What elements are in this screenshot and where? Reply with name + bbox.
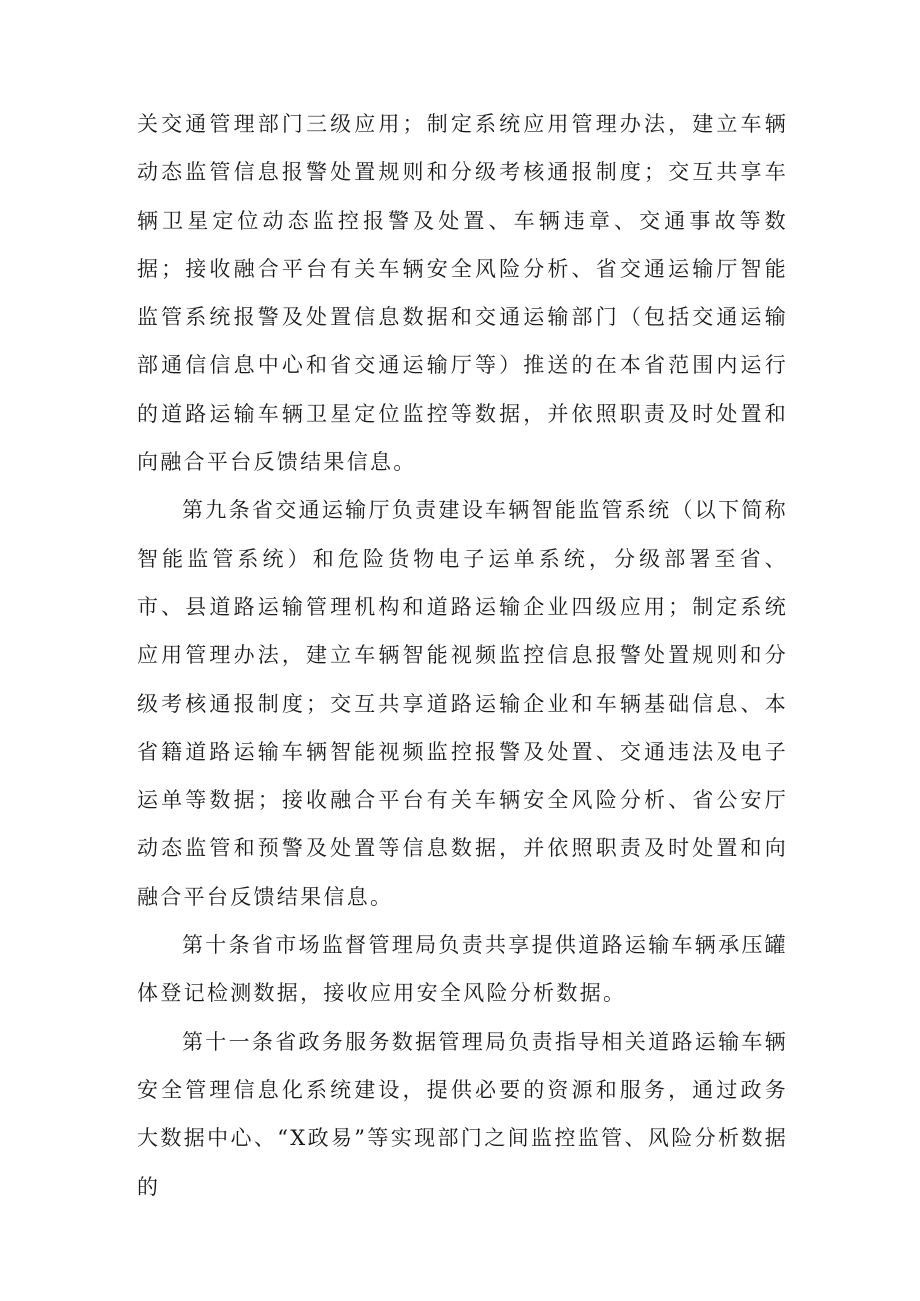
document-page	[137, 100, 788, 1211]
paragraph-article-11: 第十一条省政务服务数据管理局负责指导相关道路运输车辆安全管理信息化系统建设，提供必要的资源和服务，通过政务大数据中心、“X政易”等实现部门之间监控监管、风险分析数据的	[137, 1029, 788, 1199]
paragraph-article-9: 第九条省交通运输厅负责建设车辆智能监管系统（以下简称智能监管系统）和危险货物电子运单系统，分级部署至省、市、县道路运输管理机构和道路运输企业四级应用；制定系统应用管理办法，建立车辆智能视频监控信息报警处置规则和分级考核通报制度；交互共享道路运输企业和车辆基础信息、本省籍道路运输车辆智能视频监控报警及处置、交通违法及电子运单等数据；接收融合平台有关车辆安全风险分析、省公安厅动态监管和预警及处置等信息数据，并依照职责及时处置和向融合平台反馈结果信息。	[137, 498, 788, 909]
paragraph-article-10: 第十条省市场监督管理局负责共享提供道路运输车辆承压罐体登记检测数据，接收应用安全风险分析数据。	[137, 933, 788, 1006]
paragraph-continuation: 关交通管理部门三级应用；制定系统应用管理办法，建立车辆动态监管信息报警处置规则和分级考核通报制度；交互共享车辆卫星定位动态监控报警及处置、车辆违章、交通事故等数据；接收融合平台有关车辆安全风险分析、省交通运输厅智能监管系统报警及处置信息数据和交通运输部门（包括交通运输部通信信息中心和省交通运输厅等）推送的在本省范围内运行的道路运输车辆卫星定位监控等数据，并依照职责及时处置和向融合平台反馈结果信息。	[137, 112, 788, 475]
